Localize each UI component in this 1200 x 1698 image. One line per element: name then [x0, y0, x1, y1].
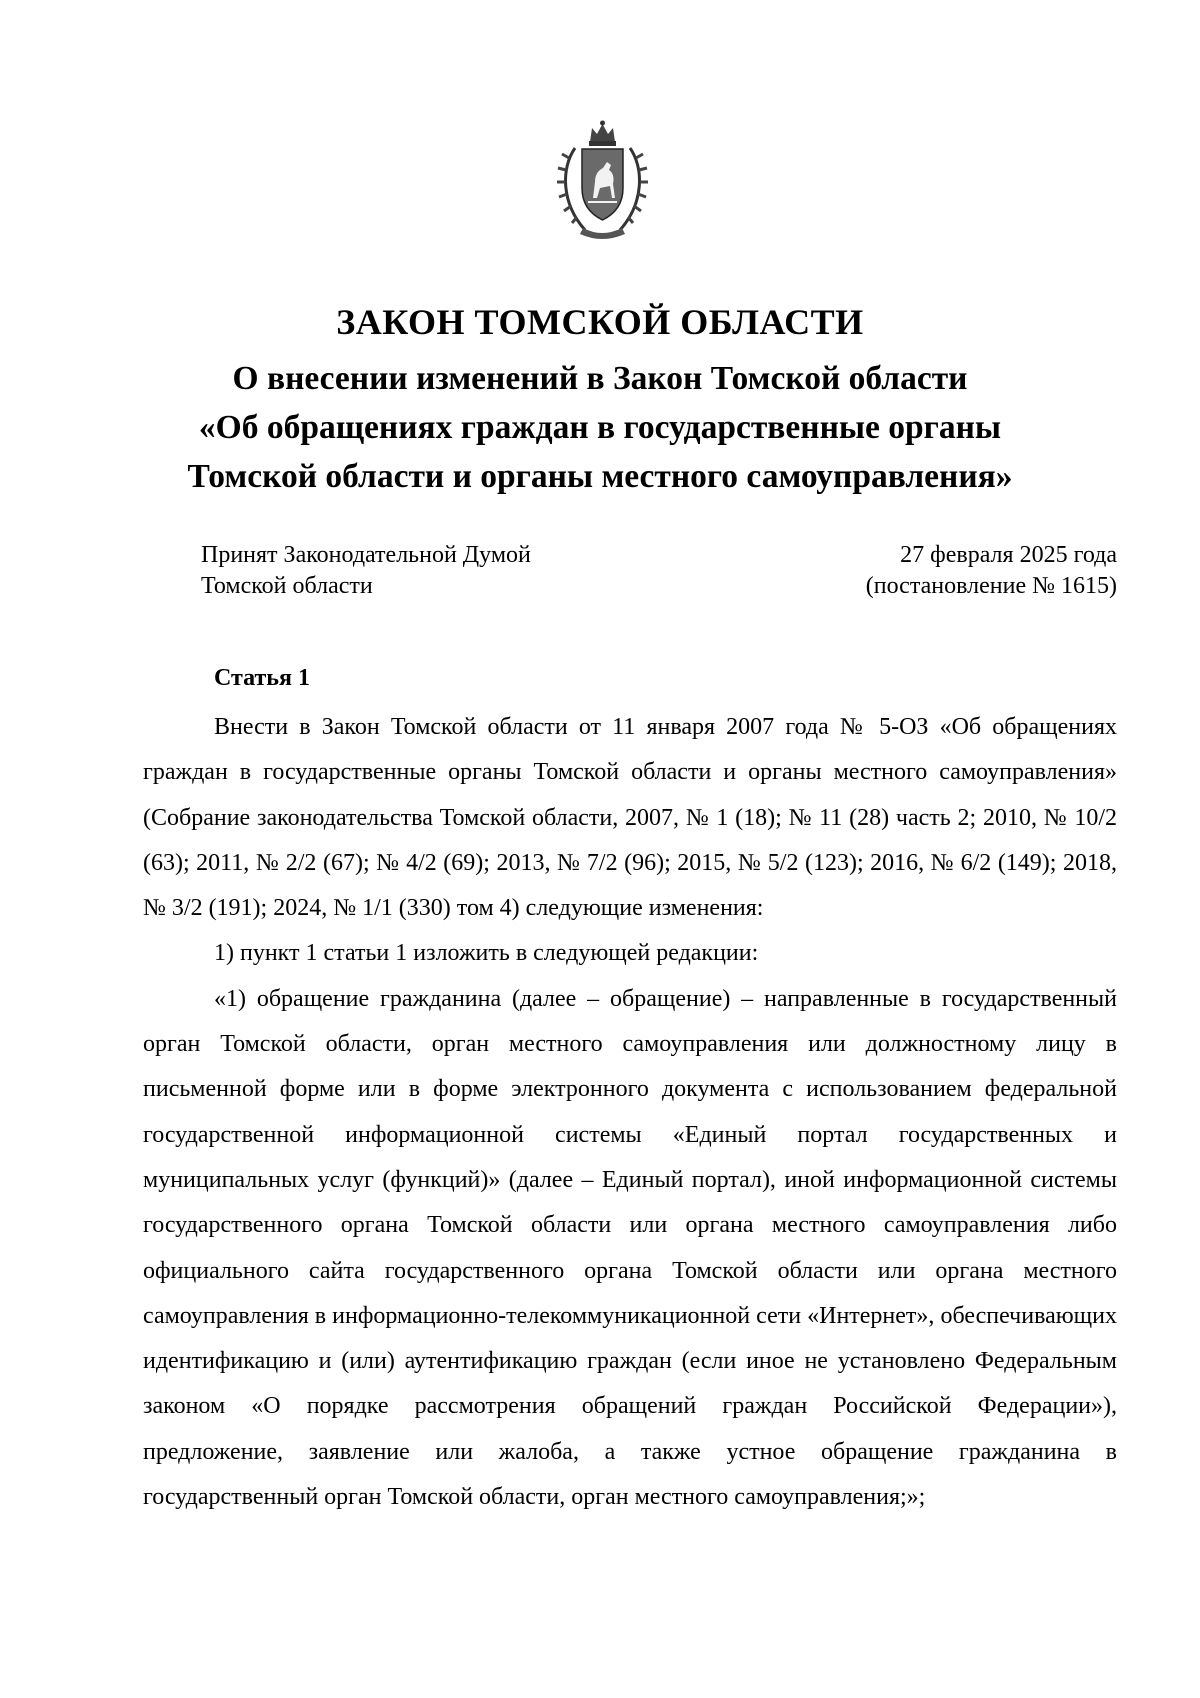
adoption-date-line: 27 февраля 2025 года: [900, 542, 1117, 568]
paragraph: 1) пункт 1 статьи 1 изложить в следующей редакции:: [214, 940, 759, 967]
paragraph: Внести в Закон Томской области от 11 января 2007 года № 5-ОЗ «Об обращениях граждан в государственные органы Томской области и органы местного самоуправления» (Собрание законодательства Томской области, 2007, № 1 (18); № 11 (28) часть 2; 2010, № 10/2 (63); 2011, № 2/2 (67); № 4/2 (69); 2013, № 7/2 (96); 2015, № 5/2 (123); 2016, № 6/2 (149); 2018, № 3/2 (191); 2024, № 1/1 (330) том 4) следующие изменения:: [143, 714, 1117, 922]
title-block: [100, 300, 1100, 501]
adoption-resolution-line: (постановление № 1615): [865, 573, 1117, 599]
law-title: ЗАКОН ТОМСКОЙ ОБЛАСТИ: [336, 302, 864, 342]
article-heading: Статья 1: [214, 665, 310, 691]
law-subtitle-line: О внесении изменений в Закон Томской области: [232, 360, 968, 397]
adoption-date: [866, 540, 1117, 602]
coat-of-arms-icon: [555, 118, 650, 243]
adoption-body-line: Томской области: [201, 573, 373, 599]
adoption-body-line: Принят Законодательной Думой: [201, 542, 531, 568]
law-subtitle-line: «Об обращениях граждан в государственные органы: [198, 409, 1002, 446]
paragraph: «1) обращение гражданина (далее – обращение) – направленные в государственный орган Томской области, орган местного самоуправления или должностному лицу в письменной форме или в форме электронного документа с использованием федеральной государственной информационной системы «Единый портал государственных и муниципальных услуг (функций)» (далее – Единый портал), иной информационной системы государственного органа Томской области или органа местного самоуправления либо официального сайта государственного органа Томской области или органа местного самоуправления в информационно-телекоммуникационной сети «Интернет», обеспечивающих идентификацию и (или) аутентификацию граждан (если иное не установлено Федеральным законом «О порядке рассмотрения обращений граждан Российской Федерации»), предложение, заявление или жалоба, а также устное обращение гражданина в государственный орган Томской области, орган местного самоуправления;»;: [143, 985, 1117, 1511]
adoption-body: [201, 540, 531, 602]
law-subtitle-line: Томской области и органы местного самоуправления»: [187, 458, 1013, 495]
article-body: [143, 705, 1117, 1520]
